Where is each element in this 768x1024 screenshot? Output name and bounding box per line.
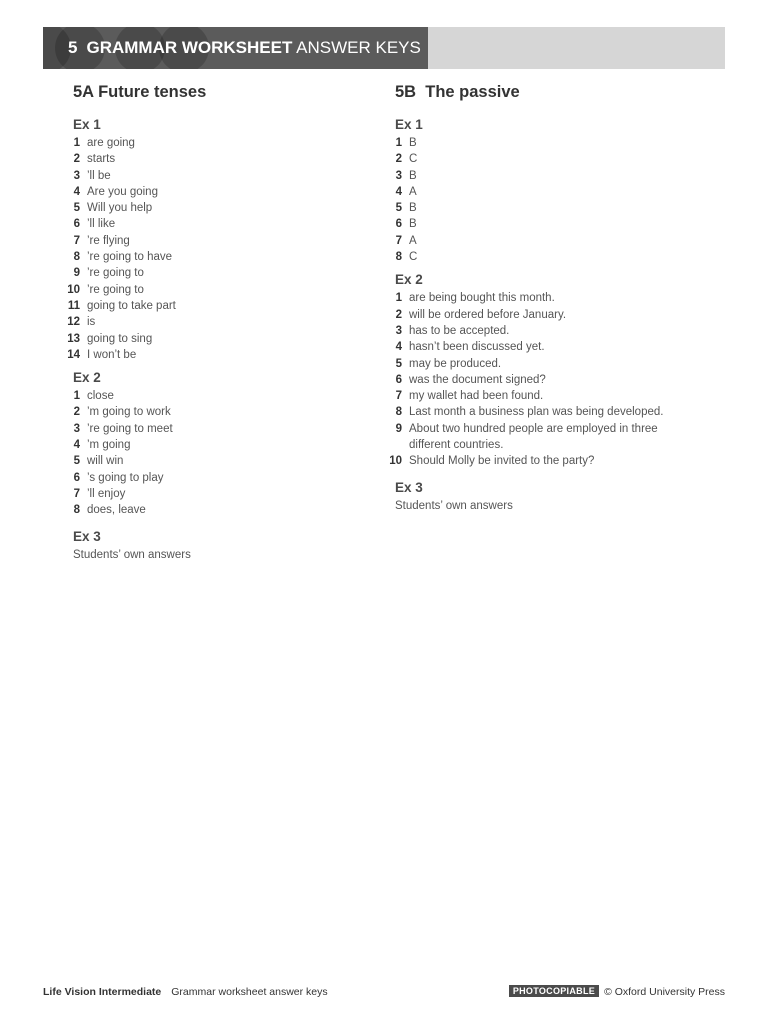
list-item	[388, 135, 688, 151]
answer-text: ’ll enjoy	[87, 487, 126, 500]
section-title-5b: 5B The passive	[395, 83, 520, 101]
answer-text: ’re going to meet	[87, 422, 173, 435]
answer-number: 5	[73, 202, 80, 215]
list-item	[388, 388, 688, 404]
answer-text: Last month a business plan was being developed.	[409, 406, 664, 419]
answer-text: starts	[87, 153, 116, 166]
list-item	[66, 184, 366, 200]
answer-number: 3	[73, 169, 80, 182]
answer-number: 5	[73, 455, 80, 468]
answer-text: my wallet had been found.	[409, 390, 544, 403]
exercise-heading: Ex 3	[73, 528, 101, 544]
exercise-block	[66, 528, 366, 563]
answer-text: has to be accepted.	[409, 324, 510, 337]
list-item	[66, 486, 366, 502]
answer-number: 2	[395, 308, 402, 321]
list-item	[388, 184, 688, 200]
exercise-heading: Ex 2	[395, 272, 423, 288]
list-item	[388, 372, 688, 388]
answer-number: 1	[395, 292, 402, 305]
answer-number: 11	[67, 299, 80, 312]
answer-text: ’s going to play	[87, 471, 164, 484]
exercise-block	[388, 479, 688, 514]
answer-number: 8	[395, 251, 402, 264]
answer-text: Should Molly be invited to the party?	[409, 455, 595, 468]
answer-number: 10	[389, 455, 402, 468]
answer-text: is	[87, 316, 96, 329]
exercise-heading: Ex 1	[73, 117, 101, 132]
list-item	[66, 135, 366, 151]
answer-number: 7	[395, 234, 402, 247]
answer-number: 1	[73, 137, 80, 149]
answer-text: B	[409, 169, 417, 182]
answer-number: 4	[73, 185, 80, 198]
answer-number: 3	[73, 422, 80, 435]
answer-text: close	[87, 390, 114, 403]
answer-number: 4	[395, 185, 402, 198]
answer-number: 14	[67, 348, 80, 361]
answer-number: 3	[395, 169, 402, 182]
section-title-5a: 5A Future tenses	[73, 83, 207, 101]
exercise-heading: Ex 1	[395, 117, 423, 132]
answer-number: 1	[73, 390, 80, 403]
answer-number: 2	[73, 406, 80, 419]
answer-number: 7	[395, 390, 402, 403]
answer-number: 8	[395, 406, 402, 419]
footer-subtitle: Grammar worksheet answer keys	[171, 986, 328, 998]
list-item	[388, 168, 688, 184]
list-item	[66, 421, 366, 437]
answer-number: 7	[73, 487, 80, 500]
list-item	[66, 347, 366, 363]
answer-number: 1	[395, 137, 402, 149]
title-light: ANSWER KEYS	[296, 38, 421, 57]
answer-number: 5	[395, 357, 402, 370]
list-item	[66, 388, 366, 404]
answer-text: ’ll like	[87, 218, 116, 231]
answer-number: 4	[73, 439, 80, 452]
answer-text: ’re going to	[87, 283, 144, 296]
own-answers-text: Students’ own answers	[395, 499, 513, 512]
answer-text: may be produced.	[409, 357, 502, 370]
answer-text: B	[409, 218, 417, 231]
list-item	[66, 168, 366, 184]
answer-text: going to take part	[87, 299, 176, 312]
answer-number: 9	[395, 422, 402, 435]
unit-number: 5	[68, 38, 78, 57]
list-item	[66, 453, 366, 469]
answer-text: About two hundred people are employed in three different countries.	[409, 422, 658, 452]
answer-list	[388, 290, 688, 469]
exercise-block	[66, 369, 366, 518]
list-item	[388, 233, 688, 249]
footer-right	[509, 984, 725, 1000]
page-title	[68, 27, 421, 69]
own-answers-text: Students’ own answers	[73, 548, 191, 561]
list-item	[388, 339, 688, 355]
answer-number: 7	[73, 234, 80, 247]
list-item	[388, 421, 688, 454]
exercise-block	[66, 116, 366, 363]
photocopiable-badge: PHOTOCOPIABLE	[509, 985, 599, 997]
list-item	[66, 502, 366, 518]
exercise-block	[388, 116, 688, 265]
list-item	[388, 200, 688, 216]
list-item	[66, 282, 366, 298]
exercise-block	[388, 271, 688, 469]
answer-text: was the document signed?	[409, 373, 546, 386]
copyright-text: © Oxford University Press	[604, 986, 725, 998]
answer-text: does, leave	[87, 504, 146, 517]
list-item	[66, 331, 366, 347]
list-item	[388, 356, 688, 372]
answer-text: are being bought this month.	[409, 292, 555, 305]
answer-number: 5	[395, 202, 402, 215]
answer-number: 6	[73, 471, 80, 484]
answer-number: 4	[395, 341, 402, 354]
list-item	[388, 404, 688, 420]
left-column	[66, 80, 366, 569]
answer-text: ’m going	[87, 439, 131, 452]
list-item	[66, 265, 366, 281]
worksheet-header	[43, 27, 725, 69]
list-item	[66, 404, 366, 420]
answer-number: 8	[73, 504, 80, 517]
answer-list	[388, 135, 688, 265]
answer-text: A	[409, 234, 417, 247]
answer-text: are going	[87, 137, 135, 149]
answer-text: I won’t be	[87, 348, 137, 361]
list-item	[388, 249, 688, 265]
answer-number: 6	[395, 373, 402, 386]
exercise-heading: Ex 3	[395, 479, 423, 495]
list-item	[66, 470, 366, 486]
answer-text: ’ll be	[87, 169, 111, 182]
answer-text: will be ordered before January.	[409, 308, 567, 321]
list-item	[66, 298, 366, 314]
answer-number: 10	[67, 283, 80, 296]
answer-number: 3	[395, 324, 402, 337]
list-item	[66, 437, 366, 453]
exercise-heading: Ex 2	[73, 370, 101, 386]
answer-number: 9	[73, 267, 80, 280]
answer-text: B	[409, 202, 417, 215]
page-footer	[43, 984, 725, 1000]
list-item	[66, 200, 366, 216]
answer-number: 2	[395, 153, 402, 166]
answer-text: Will you help	[87, 202, 153, 215]
list-item	[388, 323, 688, 339]
answer-text: will win	[87, 455, 124, 468]
list-item	[66, 314, 366, 330]
list-item	[388, 290, 688, 306]
list-item	[66, 233, 366, 249]
answer-text: going to sing	[87, 332, 153, 345]
answer-list	[66, 388, 366, 518]
answer-text: C	[409, 153, 418, 166]
list-item	[388, 216, 688, 232]
answer-text: A	[409, 185, 417, 198]
footer-brand: Life Vision Intermediate	[43, 986, 162, 998]
list-item	[66, 216, 366, 232]
answer-text: C	[409, 251, 418, 264]
list-item	[66, 151, 366, 167]
answer-number: 12	[67, 316, 80, 329]
answer-number: 2	[73, 153, 80, 166]
answer-text: ’re flying	[87, 234, 130, 247]
answer-text: ’m going to work	[87, 406, 171, 419]
list-item	[388, 151, 688, 167]
answer-number: 6	[73, 218, 80, 231]
answer-number: 13	[67, 332, 80, 345]
answer-list	[66, 135, 366, 363]
answer-number: 8	[73, 251, 80, 264]
title-bold: GRAMMAR WORKSHEET	[86, 38, 293, 57]
answer-text: ’re going to	[87, 267, 144, 280]
answer-text: hasn’t been discussed yet.	[409, 341, 545, 354]
list-item	[388, 307, 688, 323]
list-item	[66, 249, 366, 265]
right-column	[388, 80, 688, 520]
answer-text: B	[409, 137, 417, 149]
answer-text: ’re going to have	[87, 251, 173, 264]
footer-left	[43, 984, 328, 1000]
answer-text: Are you going	[87, 185, 158, 198]
list-item	[388, 453, 688, 469]
answer-number: 6	[395, 218, 402, 231]
header-title-panel	[43, 27, 428, 69]
